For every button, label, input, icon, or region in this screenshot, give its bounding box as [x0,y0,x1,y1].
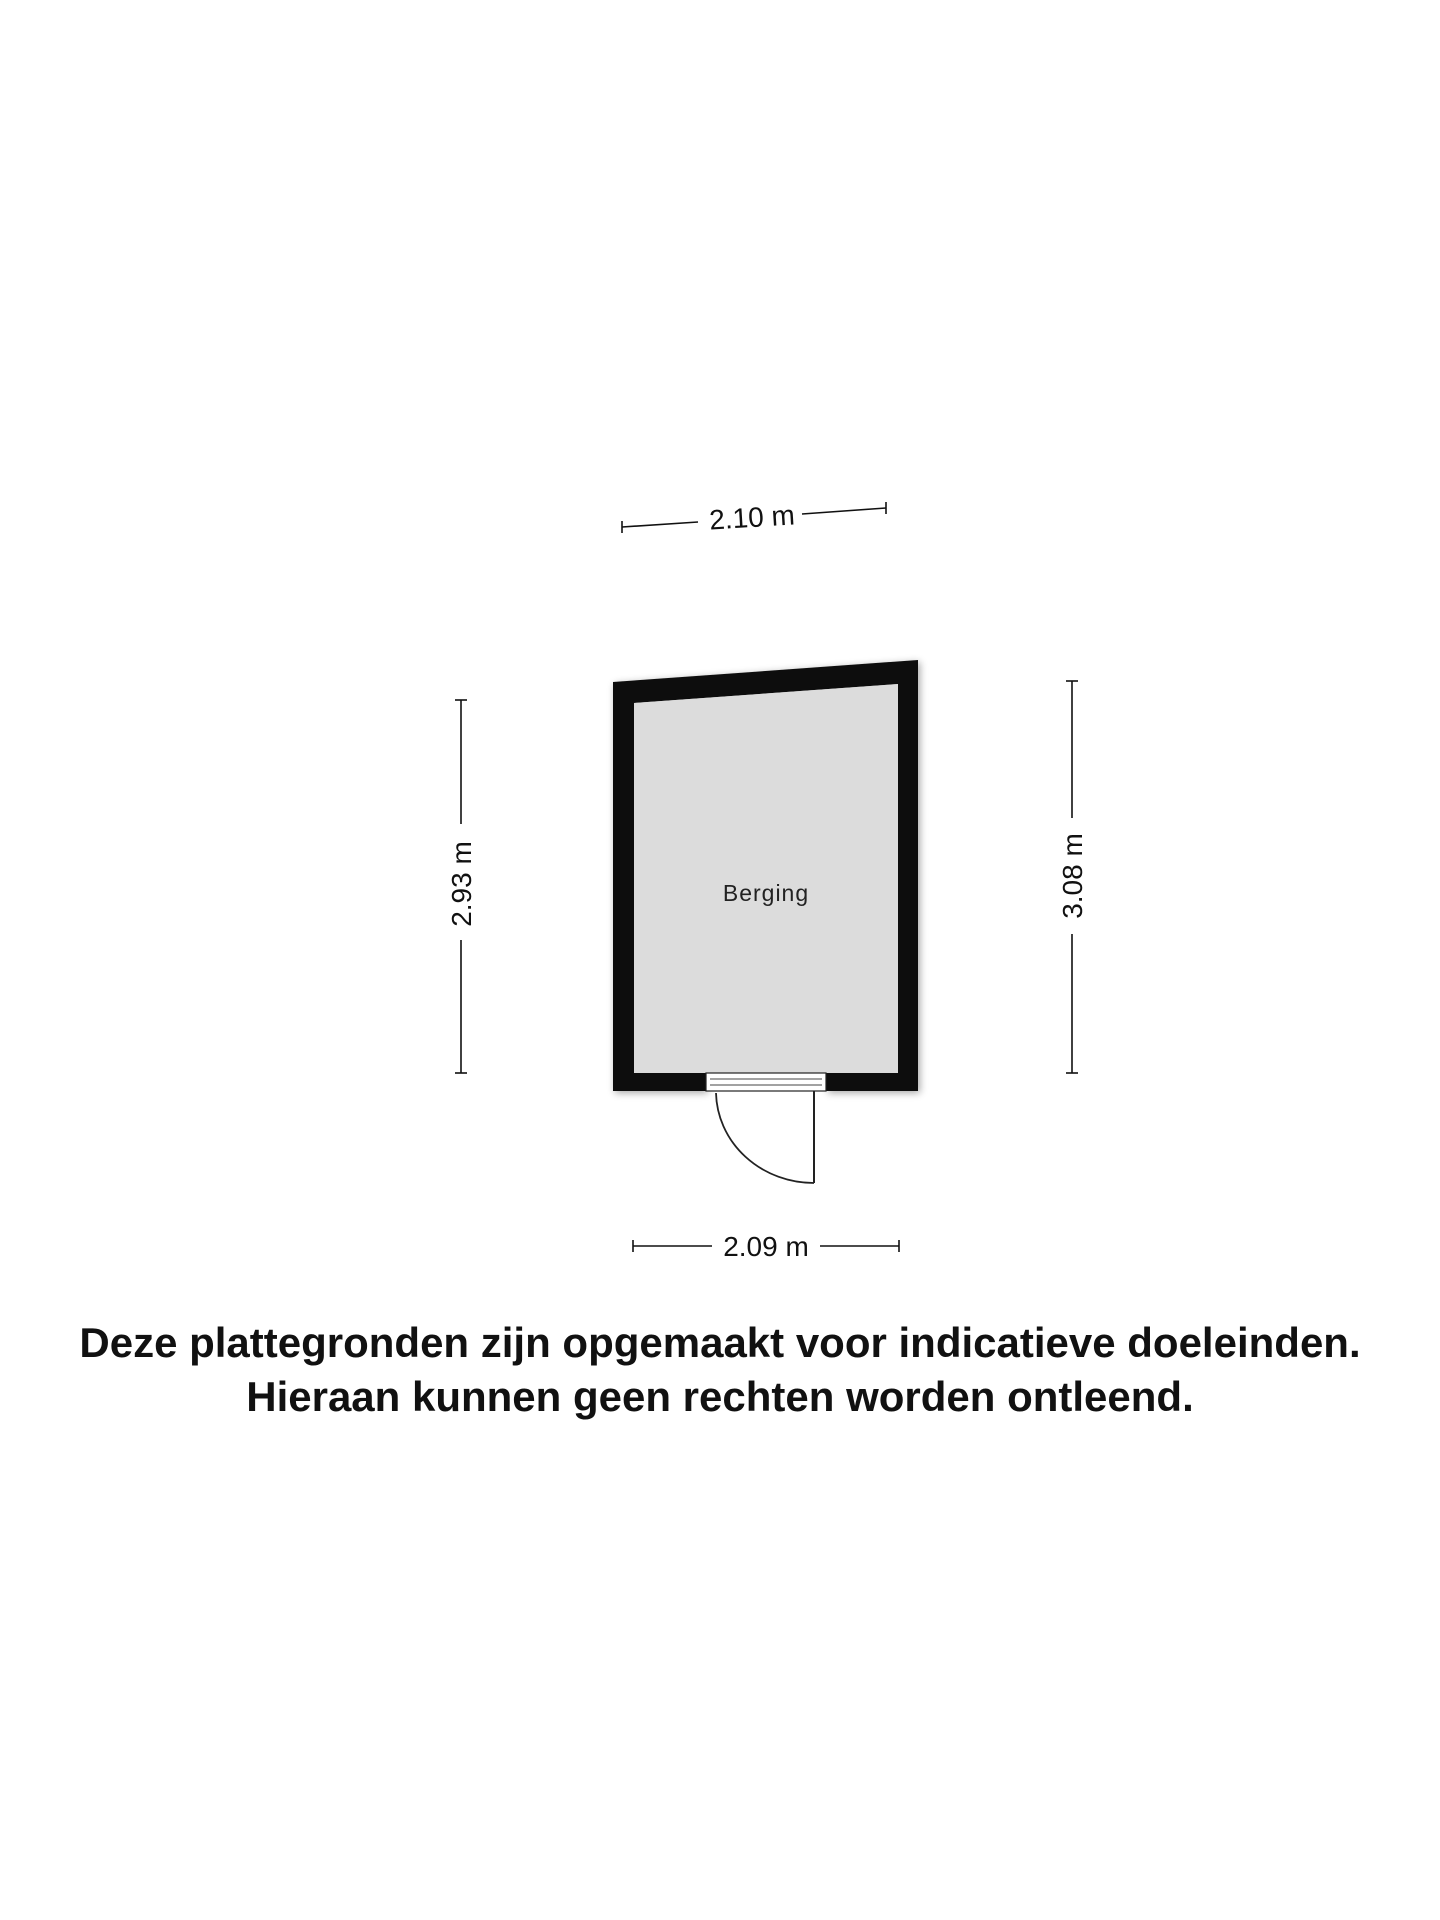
dimension-bottom-label: 2.09 m [723,1231,809,1262]
disclaimer-line-1: Deze plattegronden zijn opgemaakt voor indicatieve doeleinden. [79,1319,1361,1366]
dimension-right [1057,681,1088,1073]
dimension-top-label: 2.10 m [708,499,796,536]
dimension-top [622,499,886,535]
dimension-left-label: 2.93 m [446,841,477,927]
door [706,1073,826,1183]
room-floor [634,684,898,1073]
disclaimer-line-2: Hieraan kunnen geen rechten worden ontleend. [246,1373,1194,1420]
dimension-left [446,700,477,1073]
dimension-right-label: 3.08 m [1057,833,1088,919]
room-label: Berging [722,880,810,906]
dimension-bottom [633,1231,899,1262]
